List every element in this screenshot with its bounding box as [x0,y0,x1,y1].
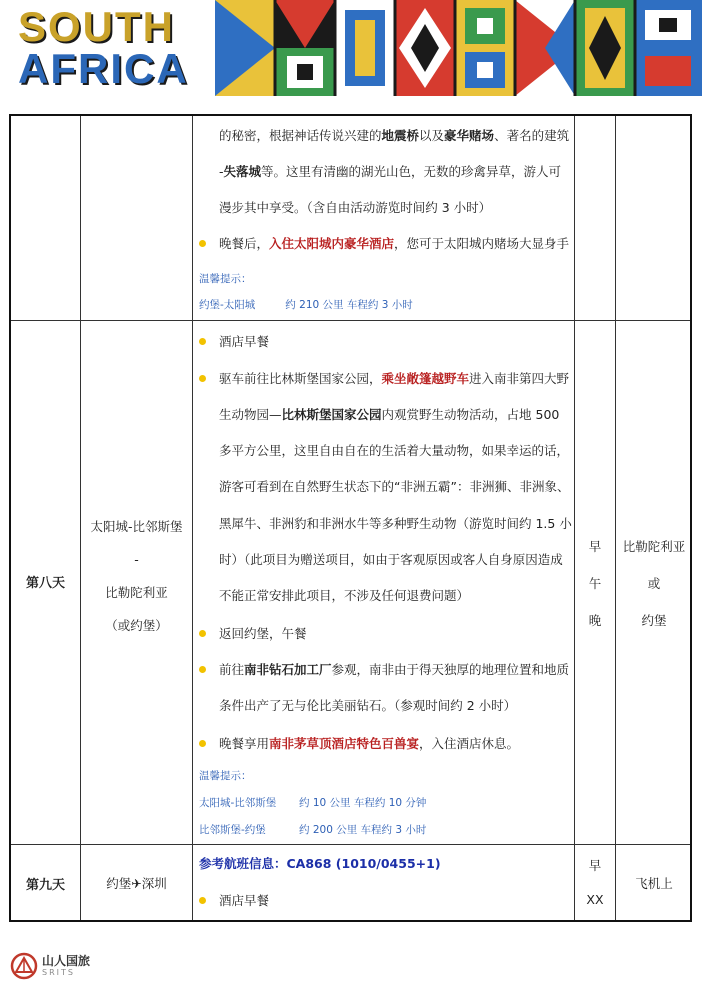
day-8-line [219,586,469,604]
bold-text: 豪华赌场 [444,128,495,143]
day-8-line [219,441,569,459]
text-span: 不能正常安排此项目，不涉及任何退费问题） [219,588,470,603]
text-span: 晚餐后， [219,236,270,251]
bold-text: 失落城 [223,164,262,179]
logo-line-2: AFRICA [18,45,189,92]
day-8-line [219,660,569,678]
brand-name-en: SRITS [42,968,75,977]
text-span: 晚餐享用 [219,736,270,751]
bullet-dot [199,375,206,382]
day-8-line [219,696,516,714]
flight-info: 参考航班信息：CA868 (1010/0455+1) [199,856,441,871]
footer-brand [10,950,120,984]
highlight-text: 入住太阳城内豪华酒店 [269,236,395,251]
text-span: 、著名的建筑 [494,128,570,143]
text-span: 漫步其中享受。（含自由活动游览时间约 3 小时） [219,200,492,215]
bold-text: 比林斯堡国家公园 [281,407,382,422]
day-8-line [219,332,269,350]
text-span: 游客可看到在自然野生状态下的“非洲五霸”：非洲狮、非洲象、 [219,479,570,494]
day-9-meal-1: 早 [588,858,602,873]
bullet-dot [199,630,206,637]
bold-text: 地震桥 [381,128,420,143]
bullet-dot [199,740,206,747]
text-span: 酒店早餐 [219,334,270,349]
bullet-dot [199,240,206,247]
text-span: 参观，南非由于得天独厚的地理位置和地质 [331,662,570,677]
ndebele-pattern-banner [215,0,702,96]
text-span: 以及 [419,128,445,143]
text-span: 等。这里有清幽的湖光山色，无数的珍禽异草，游人可 [261,164,562,179]
highlight-text: 南非茅草顶酒店特色百兽宴 [269,736,420,751]
tip-title: 温馨提示： [199,770,252,782]
day-8-line [219,734,519,752]
page-header [0,0,702,96]
day-8-label: 第八天 [25,576,65,591]
text-span: 内观赏野生动物活动，占地 500 [381,407,560,422]
bullet-dot [199,338,206,345]
logo-line-1: SOUTH [18,3,175,50]
bullet-dot [199,666,206,673]
tip-line: 比邻斯堡-约堡 约 200 公里 车程约 3 小时 [199,824,427,836]
text-span: 前往 [219,662,245,677]
top-line-1 [219,126,569,144]
south-africa-logo [18,3,218,92]
day-9-hotel: 飞机上 [635,876,673,891]
text-span: ，您可于太阳城内赌场大显身手 [394,236,570,251]
text-span: 驱车前往比林斯堡国家公园， [219,371,382,386]
text-span: 多平方公里，这里自由自在的生活着大量动物，如果幸运的话， [219,443,570,458]
top-line-3 [219,198,491,216]
day-9-breakfast: 酒店早餐 [219,893,270,908]
text-span: ，入住酒店休息。 [419,736,520,751]
bullet-dot [199,897,206,904]
day-8-line [219,369,569,387]
top-line-2 [219,162,561,180]
day-9-label: 第九天 [25,878,65,893]
tip-line: 太阳城-比邻斯堡 约 10 公里 车程约 10 分钟 [199,797,427,809]
day-9-route: 约堡✈深圳 [106,876,167,891]
text-span: 条件出产了无与伦比美丽钻石。（参观时间约 2 小时） [219,698,517,713]
text-span: 进入南非第四大野 [469,371,570,386]
text-span: - [219,164,224,179]
text-span: 黑犀牛、非洲豹和非洲水牛等多种野生动物（游览时间约 1.5 小 [219,516,572,531]
text-span: 时）（此项目为赠送项目，如由于客观原因或客人自身原因造成 [219,552,563,567]
itinerary-table: 的秘密，根据神话传说兴建的地震桥以及豪华赌场、著名的建筑 -失落城等。这里有清幽的湖光山色，无数的珍禽异草，游人可 漫步其中享受。（含自由活动游览时间约 3 小时） 晚餐后，入住太阳城内豪华酒店，您可于太阳城内赌场大显身手 温馨提示： 约堡-太阳城 约 210 公里 车程约 3 小时 第八天 太阳城-比邻斯堡 - 比勒陀利亚 （或约堡） 早 午 晚 比勒陀利亚 或 约堡 酒店早餐 驱车前往比林斯堡国家公园，乘坐敞篷越野车进入南非第四大野 生动物园—比林斯堡国家公园内观赏野生动物活动，占地 500 多平方公里，这里自由自在的生活着大量动物，如果幸运的话， 游客可看到在自然野生状态下的“非洲五霸”：非洲狮、非洲象、 黑犀牛、非洲豹和非洲水牛等多种野生动物（游览时间约 1.5 小 时）（此项目为赠送项目，如由于客观原因或客人自身原因造成 不能正常安排此项目，不涉及任何退费问题） 返回约堡，午餐 前往南非钻石加工厂参观，南非由于得天独厚的地理位置和地质 条件出产了无与伦比美丽钻石。（参观时间约 2 小时） 晚餐享用南非茅草顶酒店特色百兽宴，入住酒店休息。 温馨提示： 太阳城-比邻斯堡 约 10 公里 车程约 10 分钟 比邻斯堡-约堡 约 200 公里 车程约 3 小时 第九天 约堡✈深圳 参考航班信息：CA868 (1010/0455+1) 酒店早餐 早 XX 飞机上 [9,114,692,922]
day-8-line [219,405,559,423]
text-span: 的秘密，根据神话传说兴建的 [219,128,382,143]
text-span: 生动物园— [219,407,282,422]
day-9-meal-2: XX [586,892,604,907]
text-span: 返回约堡，午餐 [219,626,307,641]
day-8-line [219,550,563,568]
highlight-text: 乘坐敞篷越野车 [381,371,470,386]
tip-title: 温馨提示： [199,273,252,285]
day-8-line [219,514,572,532]
tip-line: 约堡-太阳城 约 210 公里 车程约 3 小时 [199,299,413,311]
top-bullet-line [219,234,569,252]
brand-emblem-icon [10,952,38,980]
bold-text: 南非钻石加工厂 [244,662,332,677]
day-8-line [219,477,569,495]
day-8-line [219,624,307,642]
brand-name: 山人国旅 [42,954,91,968]
